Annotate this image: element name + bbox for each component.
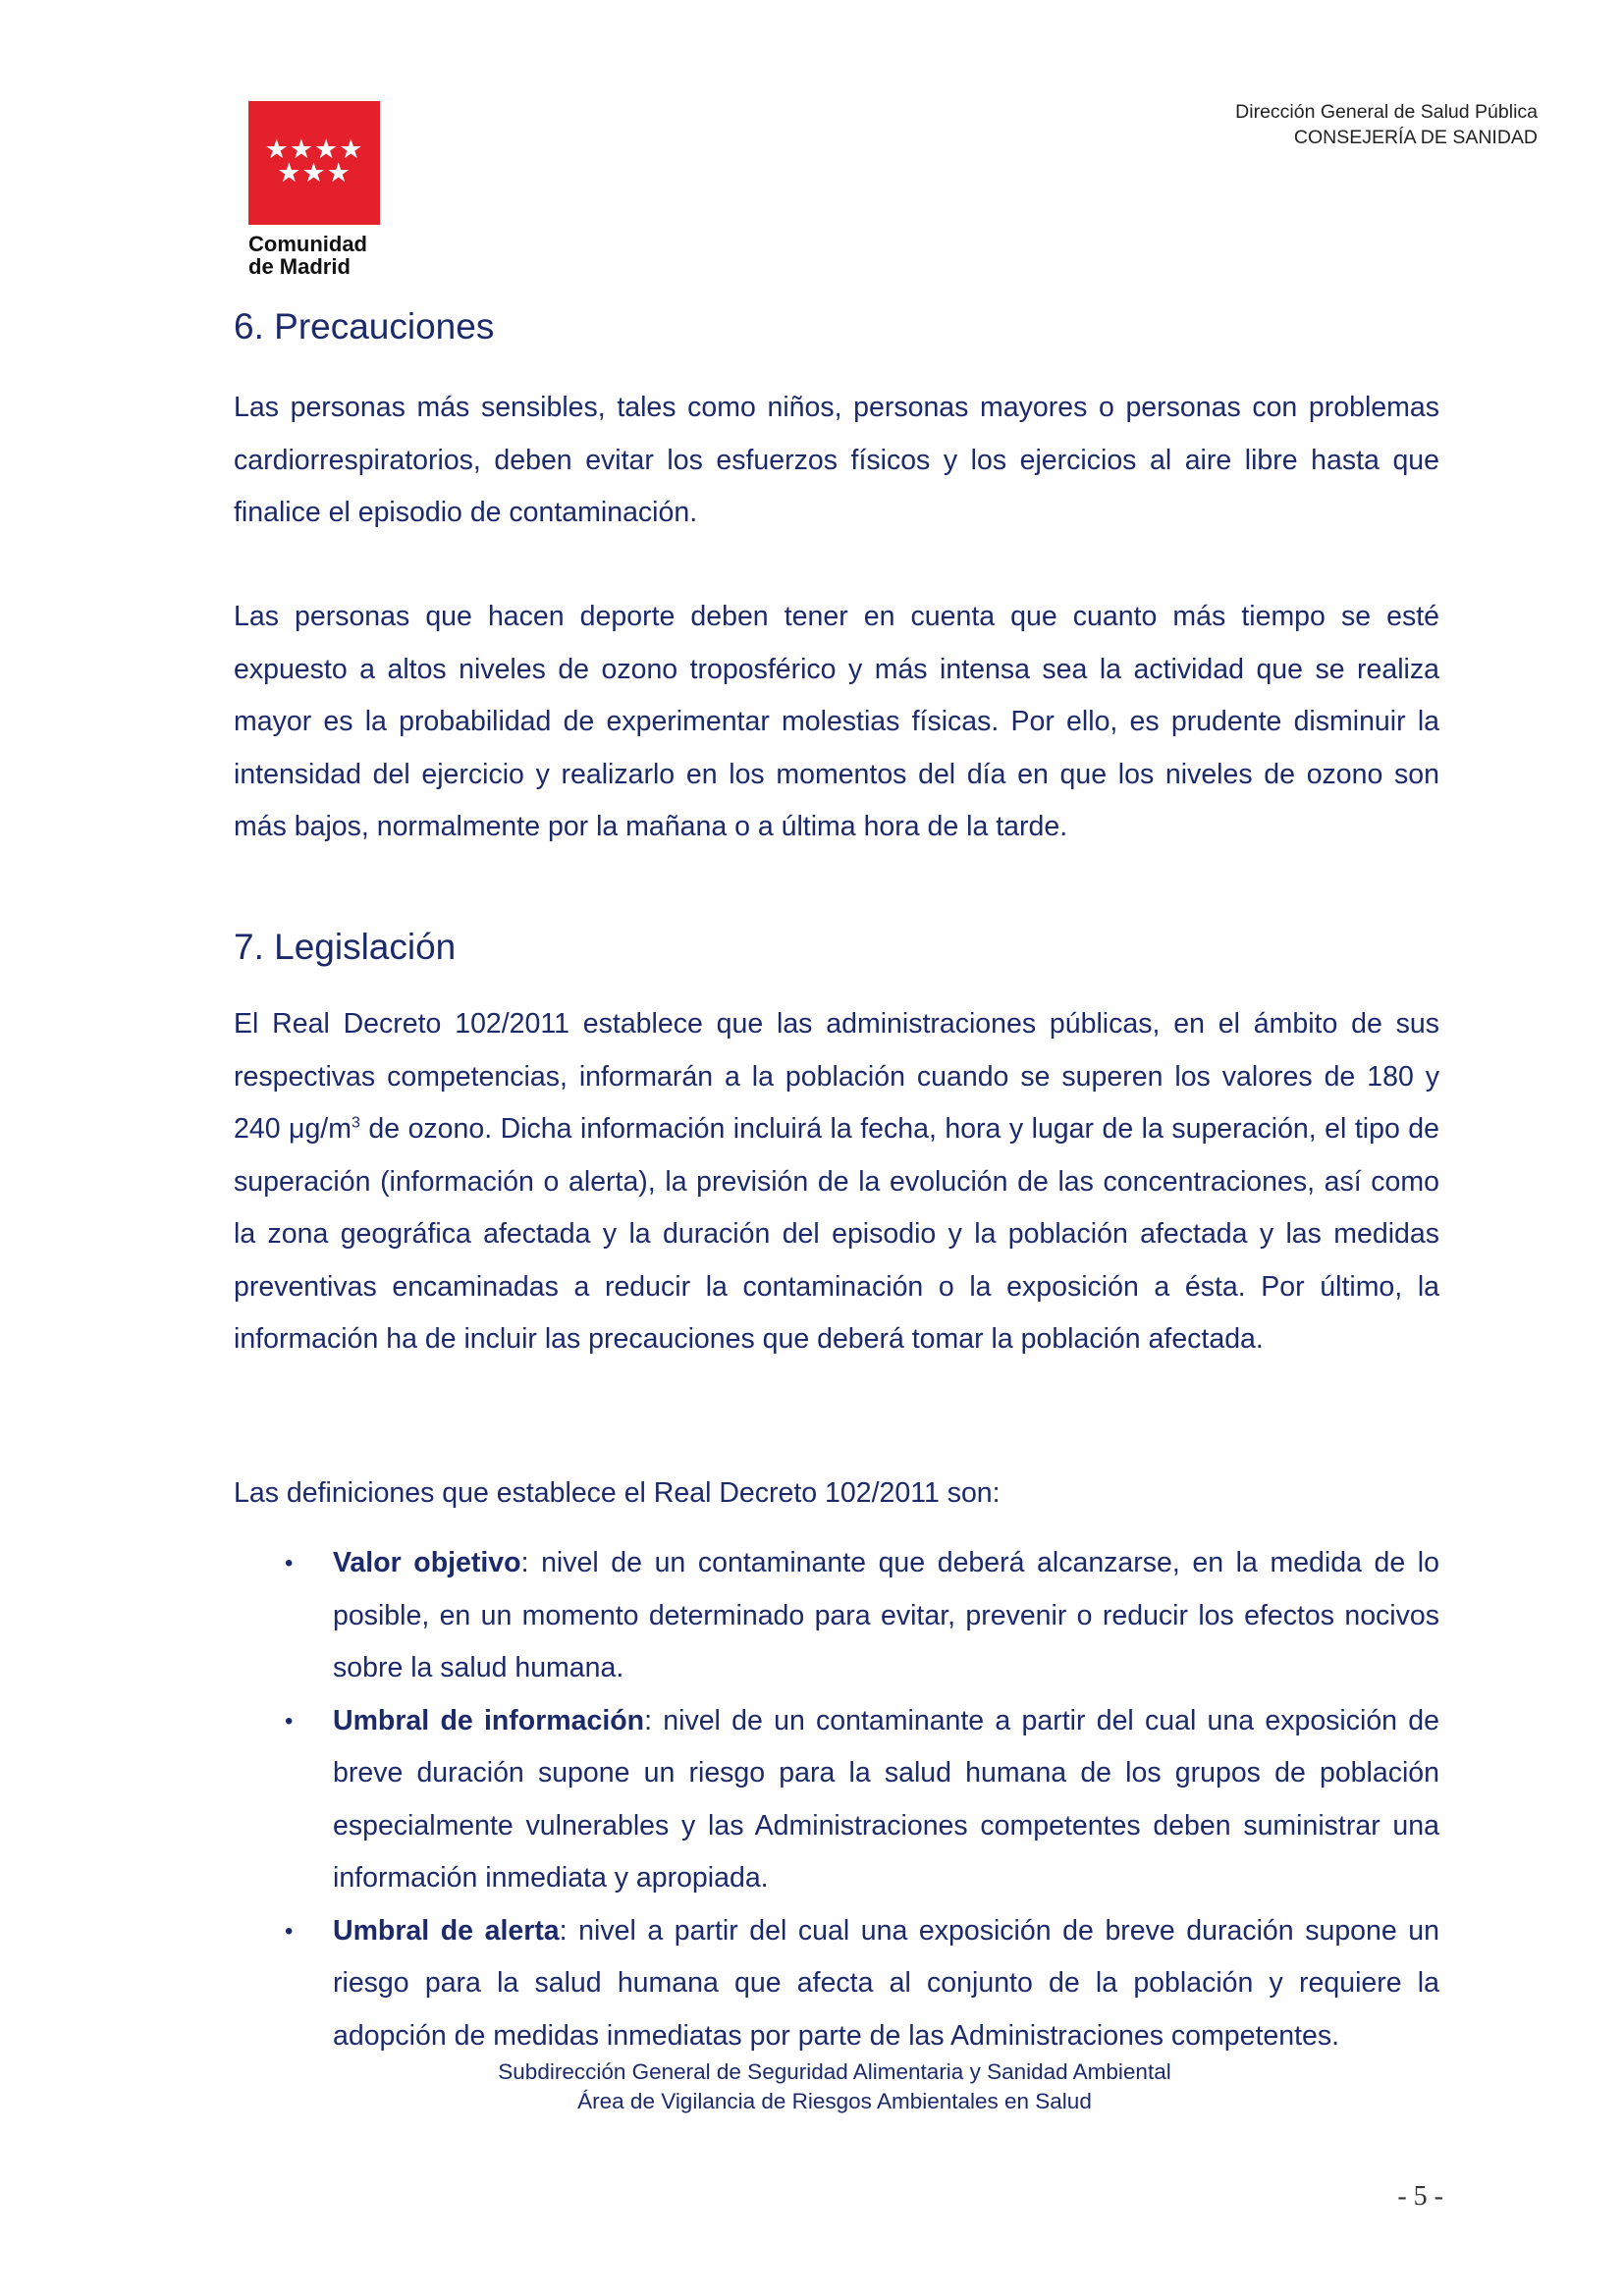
bullet-icon: •: [285, 1917, 294, 1945]
definitions-list: [234, 1537, 1439, 2062]
logo-text-line1: Comunidad: [248, 232, 367, 256]
section-7-body: [234, 998, 1439, 1366]
section-6-paragraph-2: Las personas que hacen deporte deben tener en cuenta que cuanto más tiempo se esté expuesto a altos niveles de ozono troposférico y más intensa sea la actividad que se realiza mayor es la probabilidad de experimentar molestias físicas. Por ello, es prudente disminuir la intensidad del ejercicio y realizarlo en los momentos del día en que los niveles de ozono son más bajos, normalmente por la mañana o a última hora de la tarde.: [234, 601, 1439, 842]
logo-text-line2: de Madrid: [248, 254, 351, 279]
header-org-line1: Dirección General de Salud Pública: [1235, 101, 1538, 123]
comunidad-madrid-logo: [248, 101, 380, 278]
footer-line1: Subdirección General de Seguridad Alimentaria y Sanidad Ambiental: [498, 2059, 1171, 2084]
logo-red-box: [248, 101, 380, 225]
header-org-line2: CONSEJERÍA DE SANIDAD: [1293, 127, 1538, 148]
section-7-paragraph-2: Las definiciones que establece el Real Decreto 102/2011 son:: [234, 1477, 1001, 1509]
section-6-title: 6. Precauciones: [234, 306, 495, 347]
bullet-icon: •: [285, 1550, 294, 1576]
section-6-paragraph-1: Las personas más sensibles, tales como niños, personas mayores o personas con problemas cardiorrespiratorios, deben evitar los esfuerzos físicos y los ejercicios al aire libre hasta que finalice el episodio de contaminación.: [234, 392, 1439, 528]
definition-item: [234, 1905, 1439, 2063]
definition-term: Umbral de alerta: [333, 1914, 560, 1947]
definition-text: : nivel a partir del cual una exposición de breve duración supone un riesgo para la salud humana que afecta al conjunto de la población y requiere la adopción de medidas inmediatas por parte de las Administraciones competentes.: [333, 1914, 1439, 2052]
logo-text: [248, 233, 380, 278]
section-7-p1-before: El Real Decreto 102/2011 establece que las administraciones públicas, en el ámbito de sus respectivas competencias, informarán a la población cuando se superen los valores de 180 y 240 μg/m: [234, 1008, 1439, 1145]
section-7-paragraph-1: [234, 998, 1439, 1366]
definition-text: : nivel de un contaminante que deberá alcanzarse, en la medida de lo posible, en un momento determinado para evitar, prevenir o reducir los efectos nocivos sobre la salud humana.: [333, 1547, 1439, 1683]
definition-term: Umbral de información: [333, 1704, 645, 1736]
section-6-body-2: [234, 591, 1439, 854]
logo-stars-row1: ★★★★: [264, 134, 364, 165]
section-7-body-2: [234, 1468, 1439, 1521]
page-footer: [0, 2057, 1624, 2116]
section-7-title: 7. Legislación: [234, 927, 457, 967]
section-7-p1-after: de ozono. Dicha información incluirá la fecha, hora y lugar de la superación, el tipo de superación (información o alerta), la previsión de la evolución de las concentraciones, así como la zona geográfica afectada y la duración del episodio y la población afectada y las medidas preventivas encaminadas a reducir la contaminación o la exposición a ésta. Por último, la información ha de incluir las precauciones que deberá tomar la población afectada.: [234, 1113, 1439, 1355]
section-7-p1-sup: 3: [351, 1114, 360, 1132]
definition-term: Valor objetivo: [333, 1547, 521, 1578]
definitions-list-wrapper: [234, 1537, 1439, 2062]
definition-item: [234, 1537, 1439, 1695]
logo-stars: [248, 134, 380, 188]
section-6-body: [234, 382, 1439, 540]
logo-stars-row2: ★★★: [277, 158, 352, 188]
page-number: - 5 -: [1397, 2181, 1443, 2212]
definition-item: [234, 1695, 1439, 1905]
definition-text: : nivel de un contaminante a partir del cual una exposición de breve duración supone un riesgo para la salud humana de los grupos de población especialmente vulnerables y las Administraciones competentes deben suministrar una información inmediata y apropiada.: [333, 1704, 1439, 1894]
header-organization: [1235, 99, 1538, 150]
footer-line2: Área de Vigilancia de Riesgos Ambientales en Salud: [577, 2089, 1092, 2113]
bullet-icon: •: [285, 1707, 294, 1735]
